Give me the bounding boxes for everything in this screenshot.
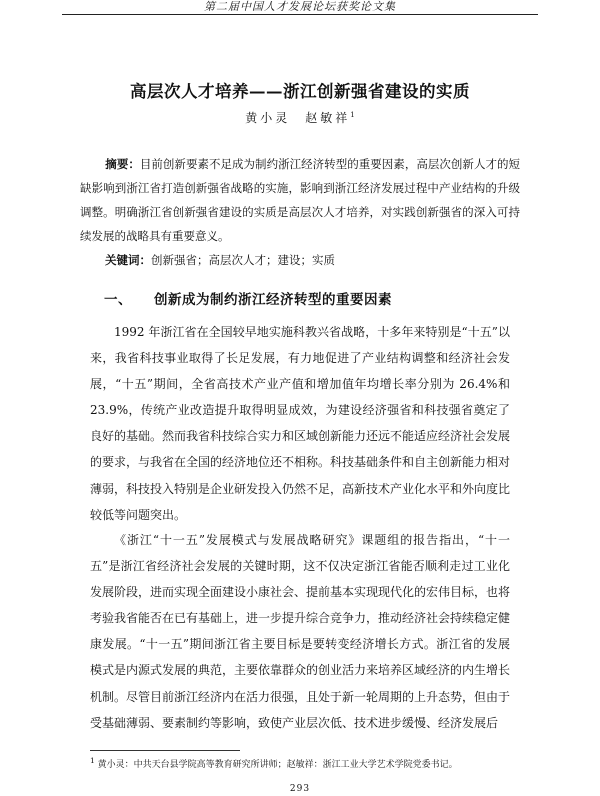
running-header: 第二届中国人才发展论坛获奖论文集 (62, 0, 538, 15)
author-line (0, 109, 600, 126)
section-heading (104, 288, 392, 308)
page-number: 293 (289, 784, 311, 794)
body-paragraph-1: 1992 年浙江省在全国较早地实施科教兴省战略，十多年来特别是“十五”以来，我省科技事业取得了长足发展，有力地促进了产业结构调整和经济社会发展，“十五”期间，全省高技术产业产值和增加值年均增长率分别为 26.4%和 23.9%，传统产业改造提升取得明显成效，为建设经济强省和科技强省奠定了良好的基础。然而我省科技综合实力和区域创新能力还远不能适应经济社会发展的要求，与我省在全国的经济地位还不相称。科技基础条件和自主创新能力相对薄弱，科技投入特别是企业研发投入仍然不足，高新技术产业化水平和外向度比较低等问题突出。 (90, 325, 511, 522)
body-paragraph-2: 《浙江“十一五”发展模式与发展战略研究》课题组的报告指出，“十一五”是浙江省经济社会发展的关键时期，这不仅决定浙江省能否顺利走过工业化发展阶段，进而实现全面建设小康社会、提前基本实现现代化的宏伟目标，也将考验我省能否在已有基础上，进一步提升综合竞争力，推动经济社会持续稳定健康发展。“十一五”期间浙江省主要目标是要转变经济增长方式。浙江省的发展模式是内源式发展的典范，主要依靠群众的创业活力来培养区域经济的内生增长机制。尽管目前浙江经济内在活力很强，且处于新一轮周期的上升态势，但由于受基础薄弱、要素制约等影响，致使产业层次低、技术进步缓慢、经济发展后 (90, 533, 511, 730)
footnote-mark: 1 (90, 756, 95, 765)
keywords (105, 250, 525, 270)
keywords-text: 创新强省；高层次人才；建设；实质 (151, 253, 335, 267)
abstract (80, 152, 520, 248)
footnote-text: 黄小灵：中共天台县学院高等教育研究所讲师；赵敏祥：浙江工业大学艺术学院党委书记。 (97, 760, 458, 770)
abstract-text: 目前创新要素不足成为制约浙江经济转型的重要因素，高层次创新人才的短缺影响到浙江省打造创新强省战略的实施，影响到浙江经济发展过程中产业结构的升级调整。明确浙江省创新强省建设的实质是高层次人才培养，对实践创新强省的深入可持续发展的战略具有重要意义。 (80, 157, 520, 243)
abstract-label: 摘要： (105, 157, 140, 171)
paper-title: 高层次人才培养——浙江创新强省建设的实质 (130, 82, 470, 101)
keywords-label: 关键词： (105, 253, 151, 267)
section-number: 一、 (104, 292, 132, 308)
section-title: 创新成为制约浙江经济转型的重要因素 (154, 292, 392, 308)
footnote (90, 755, 530, 771)
author-footnote-mark: 1 (350, 111, 355, 119)
author-names: 黄小灵 赵敏祥 (245, 111, 351, 125)
footnote-divider (90, 750, 240, 751)
